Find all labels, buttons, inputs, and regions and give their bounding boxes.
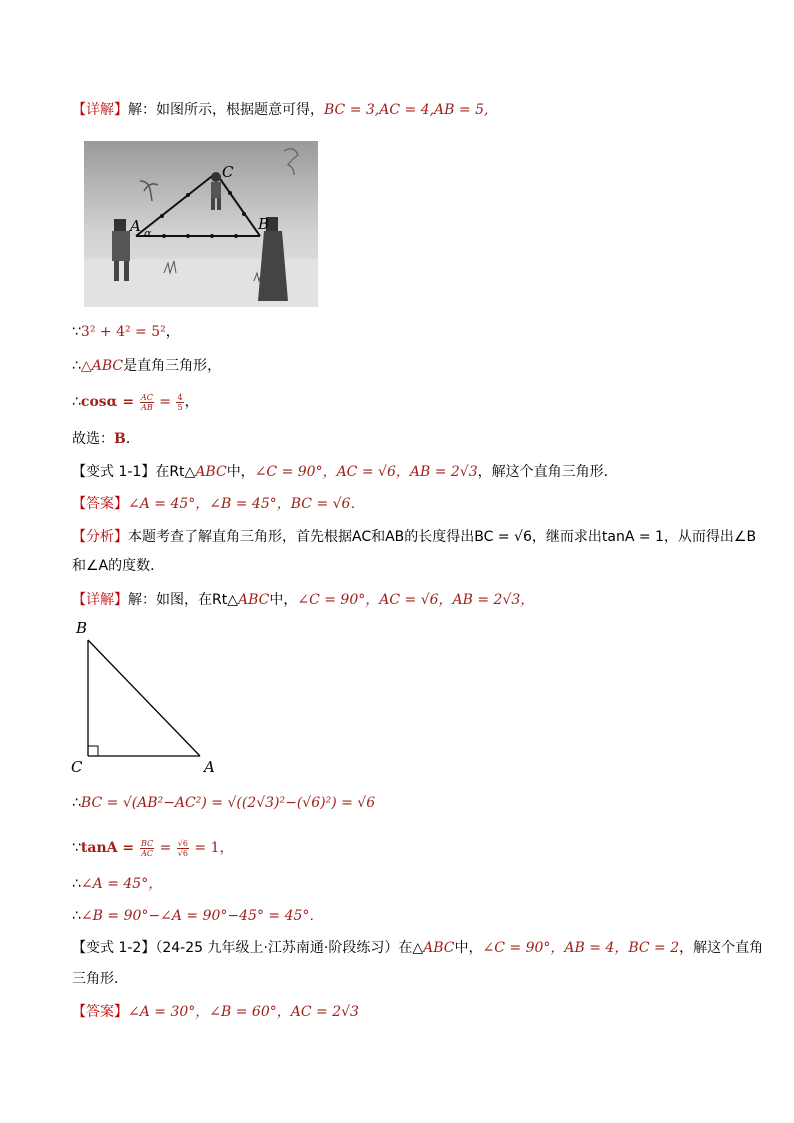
- calc-bc: [72, 793, 375, 813]
- answer-bracket: 【答案】: [72, 496, 128, 512]
- variant-bracket: 【变式 1-2】: [72, 940, 156, 956]
- fraction-ac-ab: $\frac{AC}{AB}$: [140, 392, 153, 412]
- variant-conditions: ∠C = 90°，AC = √6，AB = 2√3: [254, 464, 478, 480]
- detail-bracket: 【详解】: [72, 592, 128, 608]
- variant-1-1-line: 【变式 1-1】在Rt△ABC中，∠C = 90°，AC = √6，AB = 2√3，解这个直角三角形．: [72, 464, 618, 480]
- step-right-triangle: ∴△ABC是直角三角形，: [72, 358, 222, 374]
- vertex-label-B: B: [258, 215, 270, 233]
- right-angle-marker: [88, 746, 98, 756]
- angle-label-alpha: α: [144, 227, 152, 240]
- vertex-label-C: C: [222, 163, 234, 181]
- therefore-symbol: ∴: [72, 358, 81, 374]
- answer-bracket: 【答案】: [72, 1004, 128, 1020]
- calc-angle-b: ∴∠B = 90°−∠A = 90°−45° = 45°．: [72, 908, 324, 924]
- detail-conditions: ∠C = 90°，AC = √6，AB = 2√3，: [297, 592, 535, 608]
- therefore-symbol: ∴: [72, 795, 81, 811]
- detail-line-1: [72, 100, 488, 120]
- therefore-symbol: ∴: [72, 394, 81, 410]
- variant-1-2-line: 【变式 1-2】（24-25 九年级上·江苏南通·阶段练习）在△ABC中，∠C = 90°，AB = 4，BC = 2，解这个直角: [72, 940, 764, 956]
- step-pythag: ∵3² + 4² = 5²，: [72, 324, 180, 340]
- step-cos: ∴cosα = $\frac{AC}{AB}$ = $\frac{4}{5}$ ，: [72, 392, 199, 412]
- analysis-text: 本题考查了解直角三角形，首先根据AC和AB的长度得出BC = √6，继而求出tanA = 1，从而得出∠B: [128, 529, 757, 545]
- because-symbol: ∵: [72, 840, 81, 856]
- answer-expr: ∠A = 30°，∠B = 60°，AC = 2√3: [128, 1004, 359, 1020]
- variant-1-2-line-2: 三角形．: [72, 971, 128, 987]
- therefore-symbol: ∴: [72, 908, 81, 924]
- analysis-line-2: 和∠A的度数．: [72, 558, 165, 574]
- answer-line-2: [72, 1002, 359, 1022]
- detail-intro: 解：如图所示，根据题意可得，: [128, 102, 324, 118]
- choice-line: 故选：B．: [72, 431, 140, 447]
- fraction-4-5: $\frac{4}{5}$: [177, 392, 183, 412]
- rope-triangle-figure: [84, 141, 318, 307]
- vertex-label-A: A: [130, 217, 141, 235]
- fraction-bc-ac: $\frac{BC}{AC}$: [140, 838, 154, 858]
- vertex-label-A: A: [204, 758, 215, 776]
- given-values: BC = 3,AC = 4,AB = 5,: [324, 102, 489, 118]
- analysis-bracket: 【分析】: [72, 529, 128, 545]
- variant-conditions: ∠C = 90°，AB = 4，BC = 2: [482, 940, 680, 956]
- calc-angle-a: ∴∠A = 45°，: [72, 876, 163, 892]
- right-triangle-figure: [66, 616, 226, 782]
- analysis-line-1: [72, 527, 756, 547]
- choice-B: B: [114, 431, 126, 447]
- variant-bracket: 【变式 1-1】: [72, 464, 156, 480]
- variant-source: （24-25 九年级上·江苏南通·阶段练习）: [155, 940, 399, 956]
- pythag-expr: 3² + 4² = 5²: [80, 324, 166, 340]
- because-symbol: ∵: [72, 324, 81, 340]
- therefore-symbol: ∴: [72, 876, 81, 892]
- vertex-label-C: C: [71, 758, 83, 776]
- detail-bracket: 【详解】: [72, 102, 128, 118]
- side-AB: [88, 640, 200, 756]
- answer-expr: ∠A = 45°，∠B = 45°，BC = √6．: [128, 496, 365, 512]
- fraction-sqrt6: $\frac{√6}{√6}$: [177, 838, 188, 858]
- calc-tan: ∵tanA = $\frac{BC}{AC}$ = $\frac{√6}{√6}$ = 1，: [72, 838, 234, 858]
- answer-line-1: [72, 494, 364, 514]
- detail-line-2: 【详解】解：如图，在Rt△ABC中，∠C = 90°，AC = √6，AB = 2√3，: [72, 592, 535, 608]
- bc-expression: BC = √(AB²−AC²) = √((2√3)²−(√6)²) = √6: [80, 795, 376, 811]
- vertex-label-B: B: [76, 619, 88, 637]
